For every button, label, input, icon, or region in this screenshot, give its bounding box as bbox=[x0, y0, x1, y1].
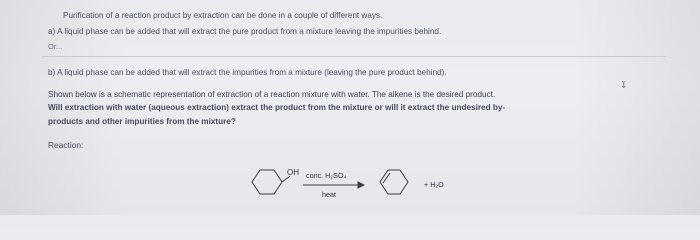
description-text: Shown below is a schematic representation of extraction of a reaction mixture with water. The alkene is the desired product. bbox=[48, 90, 496, 99]
option-a-text: a) A liquid phase can be added that will extract the pure product from a mixture leaving the impurities behind. bbox=[48, 27, 442, 36]
reaction-arrow-icon bbox=[303, 182, 364, 188]
reagent-label: conc. H₂SO₄ bbox=[306, 171, 347, 180]
cursor-mark-icon: ↧ bbox=[620, 80, 628, 90]
intro-text: Purification of a reaction product by extraction can be done in a couple of different ways. bbox=[63, 11, 383, 20]
hydroxyl-label: OH bbox=[287, 168, 299, 177]
question-line-2: products and other impurities from the mixture? bbox=[48, 117, 236, 126]
condition-label: heat bbox=[322, 190, 336, 199]
question-line-1: Will extraction with water (aqueous extraction) extract the product from the mixture or will it extract the undesired by- bbox=[48, 103, 506, 112]
water-byproduct: + H₂O bbox=[424, 180, 444, 189]
option-b-text: b) A liquid phase can be added that will extract the impurities from a mixture (leaving the pure product behind). bbox=[48, 68, 447, 77]
or-text: Or... bbox=[48, 42, 63, 51]
cyclohexyl-ring-icon bbox=[252, 170, 290, 194]
cyclohexene-ring-icon bbox=[380, 170, 408, 194]
reaction-label: Reaction: bbox=[48, 140, 84, 150]
